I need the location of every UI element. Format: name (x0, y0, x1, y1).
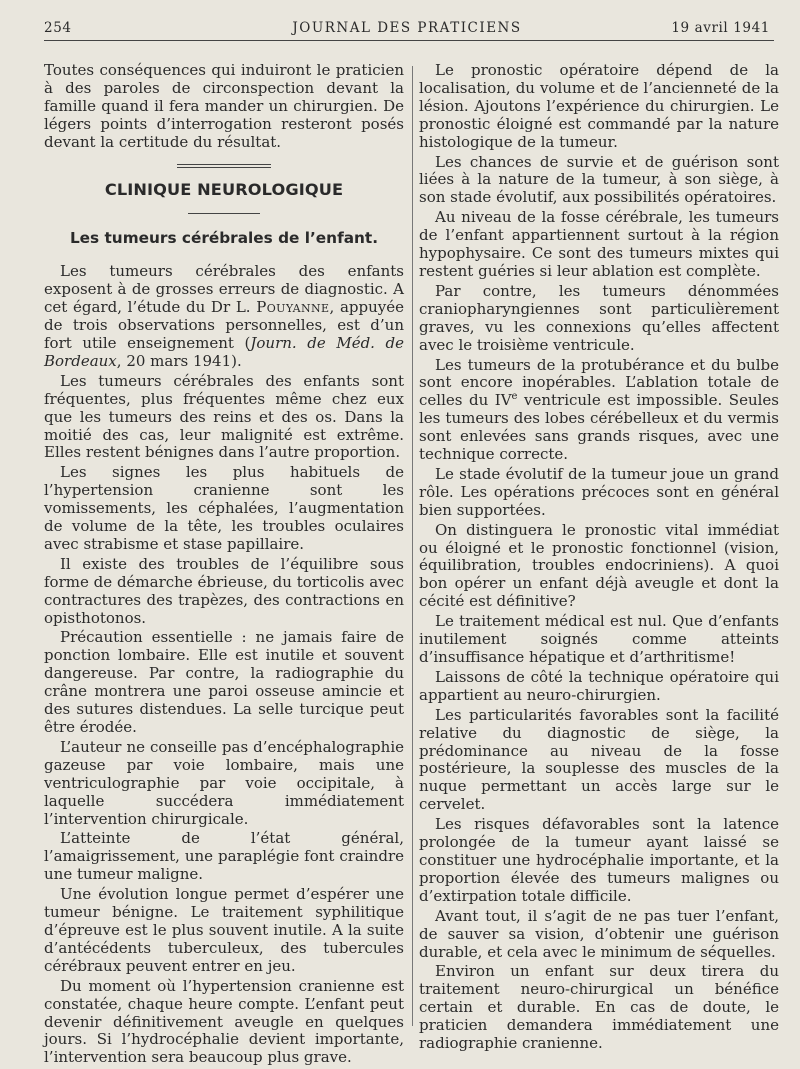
p5-text-before: Les tumeurs de la protubérance et du bulbe sont encore inopérables. L’ablation totale de celles du IV (419, 355, 779, 410)
page-header (44, 18, 770, 40)
p1-text-middle: , appuyée de trois observations personnelles, est d’un fort utile enseignement ( (44, 298, 404, 352)
article-paragraph: On distinguera le pronostic vital immédiat ou éloigné et le pronostic fonctionnel (vision, équilibration, troubles endocriniens). A quoi bon opérer un enfant déjà aveugle et dont la cécité est définitive? (419, 520, 779, 611)
title-separator (188, 213, 260, 214)
article-paragraph: Environ un enfant sur deux tirera du traitement neuro-chirurgical un bénéfice certain et durable. En cas de doute, le praticien demandera immédiatement une radiographie cranienne. (419, 962, 779, 1053)
article-paragraph: Les chances de survie et de guérison sont liées à la nature de la tumeur, à son siège, à son stade évolutif, aux possibilités opératoires. (419, 152, 779, 207)
article-paragraph: Le pronostic opératoire dépend de la localisation, du volume et de l’ancienneté de la lésion. Ajoutons l’expérience du chirurgien. Le pronostic éloigné est commandé par la nature histologique de la tumeur. (419, 61, 779, 151)
article-paragraph: Les risques défavorables sont la latence prolongée de la tumeur ayant laissé se constituer une hydrocéphalie importante, et la proportion élevée des tumeurs malignes ou d’extirpation totale difficile. (419, 815, 779, 905)
article-paragraph: Le traitement médical est nul. Que d’enfants inutilement soignés comme atteints d’insuffisance hépatique et d’arthritisme! (419, 612, 779, 666)
article-paragraph: L’atteinte de l’état général, l’amaigrissement, une paraplégie font craindre une tumeur maligne. (44, 829, 404, 884)
article-paragraph: Du moment où l’hypertension cranienne est constatée, chaque heure compte. L’enfant peut devenir définitivement aveugle en quelques jours. Si l’hydrocéphalie devient importante, l’intervention sera beaucoup plus grave. (44, 976, 404, 1067)
article-paragraph: Le stade évolutif de la tumeur joue un grand rôle. Les opérations précoces sont en général bien supportées. (419, 464, 779, 519)
section-separator (177, 164, 271, 168)
article-paragraph: Une évolution longue permet d’espérer une tumeur bénigne. Le traitement syphilitique d’épreuve est le plus souvent inutile. A la suite d’antécédents tuberculeux, des tubercules cérébraux peuvent entrer en jeu. (44, 885, 404, 975)
intro-paragraph: Toutes conséquences qui induiront le praticien à des paroles de circonspection devant la famille quand il fera mander un chirurgien. De légers points d’interrogation resteront posés devant la certitude du résultat. (44, 61, 404, 151)
citation: Journ. de Méd. de Bordeaux (44, 333, 405, 370)
issue-date: 19 avril 1941 (671, 20, 770, 36)
article-paragraph: Précaution essentielle : ne jamais faire de ponction lombaire. Elle est inutile et souvent dangereuse. Par contre, la radiographie du crâne montrera une paroi osseuse amincie et des sutures distendues. La selle turcique peut être érodée. (44, 628, 404, 736)
p1-text-before: Les tumeurs cérébrales des enfants exposent à de grosses erreurs de diagnostic. A cet égard, l’étude du Dr L. (44, 262, 404, 317)
column-divider (412, 66, 413, 1026)
article-paragraph: Laissons de côté la technique opératoire qui appartient au neuro-chirurgien. (419, 667, 779, 704)
right-column (419, 62, 779, 1055)
article-title: Les tumeurs cérébrales de l’enfant. (69, 229, 379, 248)
left-column (44, 62, 404, 1069)
p5-text-after: ventricule est impossible. Seules les tumeurs des lobes cérébelleux et du vermis sont enlevées sans grands risques, avec une technique correcte. (419, 391, 779, 464)
article-paragraph: Les tumeurs cérébrales des enfants sont fréquentes, plus fréquentes même chez eux que les tumeurs des reins et des os. Dans la moitié des cas, leur malignité est extrême. Elles restent bénignes dans l’autre proportion. (44, 371, 404, 462)
article-paragraph: Par contre, les tumeurs dénommées craniopharyngiennes sont particulièrement graves, vu les connexions qu’elles affectent avec le troisième ventricule. (419, 281, 779, 354)
author-name: Pouyanne (256, 298, 330, 317)
article-paragraph: Avant tout, il s’agit de ne pas tuer l’enfant, de sauver sa vision, d’obtenir une guérison durable, et cela avec le minimum de séquelles. (419, 906, 779, 961)
article-paragraph: Les particularités favorables sont la facilité relative du diagnostic de siège, la prédominance au niveau de la fosse postérieure, la souplesse des muscles de la nuque permettant un accès large sur le cervelet. (419, 705, 779, 814)
article-paragraph: L’auteur ne conseille pas d’encéphalographie gazeuse par voie lombaire, mais une ventriculographie par voie occipitale, à laquelle succédera immédiatement l’intervention chirurgicale. (44, 737, 404, 828)
article-paragraph: Il existe des troubles de l’équilibre sous forme de démarche ébrieuse, du torticolis avec contractures des trapèzes, des contractions en opisthotonos. (44, 554, 404, 627)
article-paragraph: Au niveau de la fosse cérébrale, les tumeurs de l’enfant appartiennent surtout à la région hypophysaire. Ce sont des tumeurs mixtes qui restent guéries si leur ablation est complète. (419, 208, 779, 280)
article-paragraph-1 (44, 263, 404, 370)
ordinal-superscript: e (511, 391, 518, 403)
header-rule (44, 40, 774, 41)
page-number: 254 (44, 20, 72, 36)
section-title: CLINIQUE NEUROLOGIQUE (104, 179, 344, 199)
journal-name: JOURNAL DES PRATICIENS (292, 20, 522, 36)
article-paragraph (419, 357, 779, 464)
p1-text-after: , 20 mars 1941). (116, 351, 242, 370)
article-paragraph: Les signes les plus habituels de l’hypertension cranienne sont les vomissements, les céphalées, l’augmentation de volume de la tête, les troubles oculaires avec strabisme et stase papillaire. (44, 463, 404, 553)
